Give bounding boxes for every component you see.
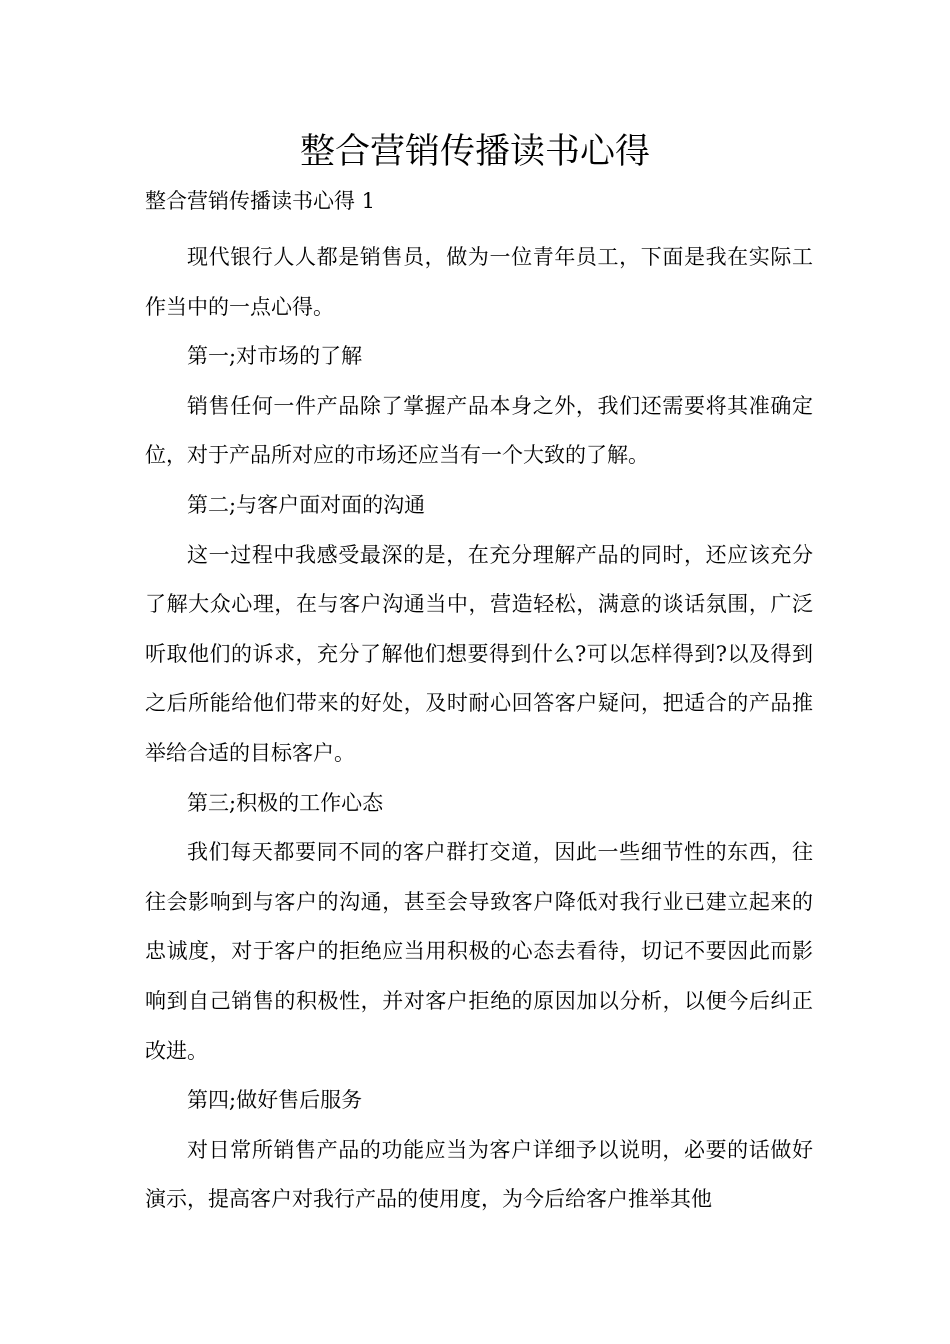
- heading-point-1: 第一;对市场的了解: [187, 344, 363, 369]
- document-body: [145, 233, 813, 1225]
- paragraph-point-4: 对日常所销售产品的功能应当为客户详细予以说明，必要的话做好演示，提高客户对我行产品的使用度，为今后给客户推举其他: [145, 1137, 813, 1212]
- paragraph-point-3: 我们每天都要同不同的客户群打交道，因此一些细节性的东西，往往会影响到与客户的沟通，甚至会导致客户降低对我行业已建立起来的忠诚度，对于客户的拒绝应当用积极的心态去看待，切记不要因此而影响到自己销售的积极性，并对客户拒绝的原因加以分析，以便今后纠正改进。: [145, 840, 813, 1063]
- heading-point-4: 第四;做好售后服务: [187, 1088, 363, 1113]
- document-title: 整合营销传播读书心得: [299, 132, 650, 172]
- section-subtitle: 整合营销传播读书心得 1: [145, 189, 376, 213]
- heading-point-2: 第二;与客户面对面的沟通: [187, 492, 426, 517]
- paragraph-intro: 现代银行人人都是销售员，做为一位青年员工，下面是我在实际工作当中的一点心得。: [145, 245, 813, 319]
- paragraph-point-2: 这一过程中我感受最深的是，在充分理解产品的同时，还应该充分了解大众心理，在与客户沟通当中，营造轻松，满意的谈话氛围，广泛听取他们的诉求，充分了解他们想要得到什么?可以怎样得到?以及得到之后所能给他们带来的好处，及时耐心回答客户疑问，把适合的产品推举给合适的目标客户。: [145, 542, 813, 765]
- paragraph-point-1: 销售任何一件产品除了掌握产品本身之外，我们还需要将其准确定位，对于产品所对应的市场还应当有一个大致的了解。: [145, 393, 813, 468]
- heading-point-3: 第三;积极的工作心态: [187, 790, 384, 815]
